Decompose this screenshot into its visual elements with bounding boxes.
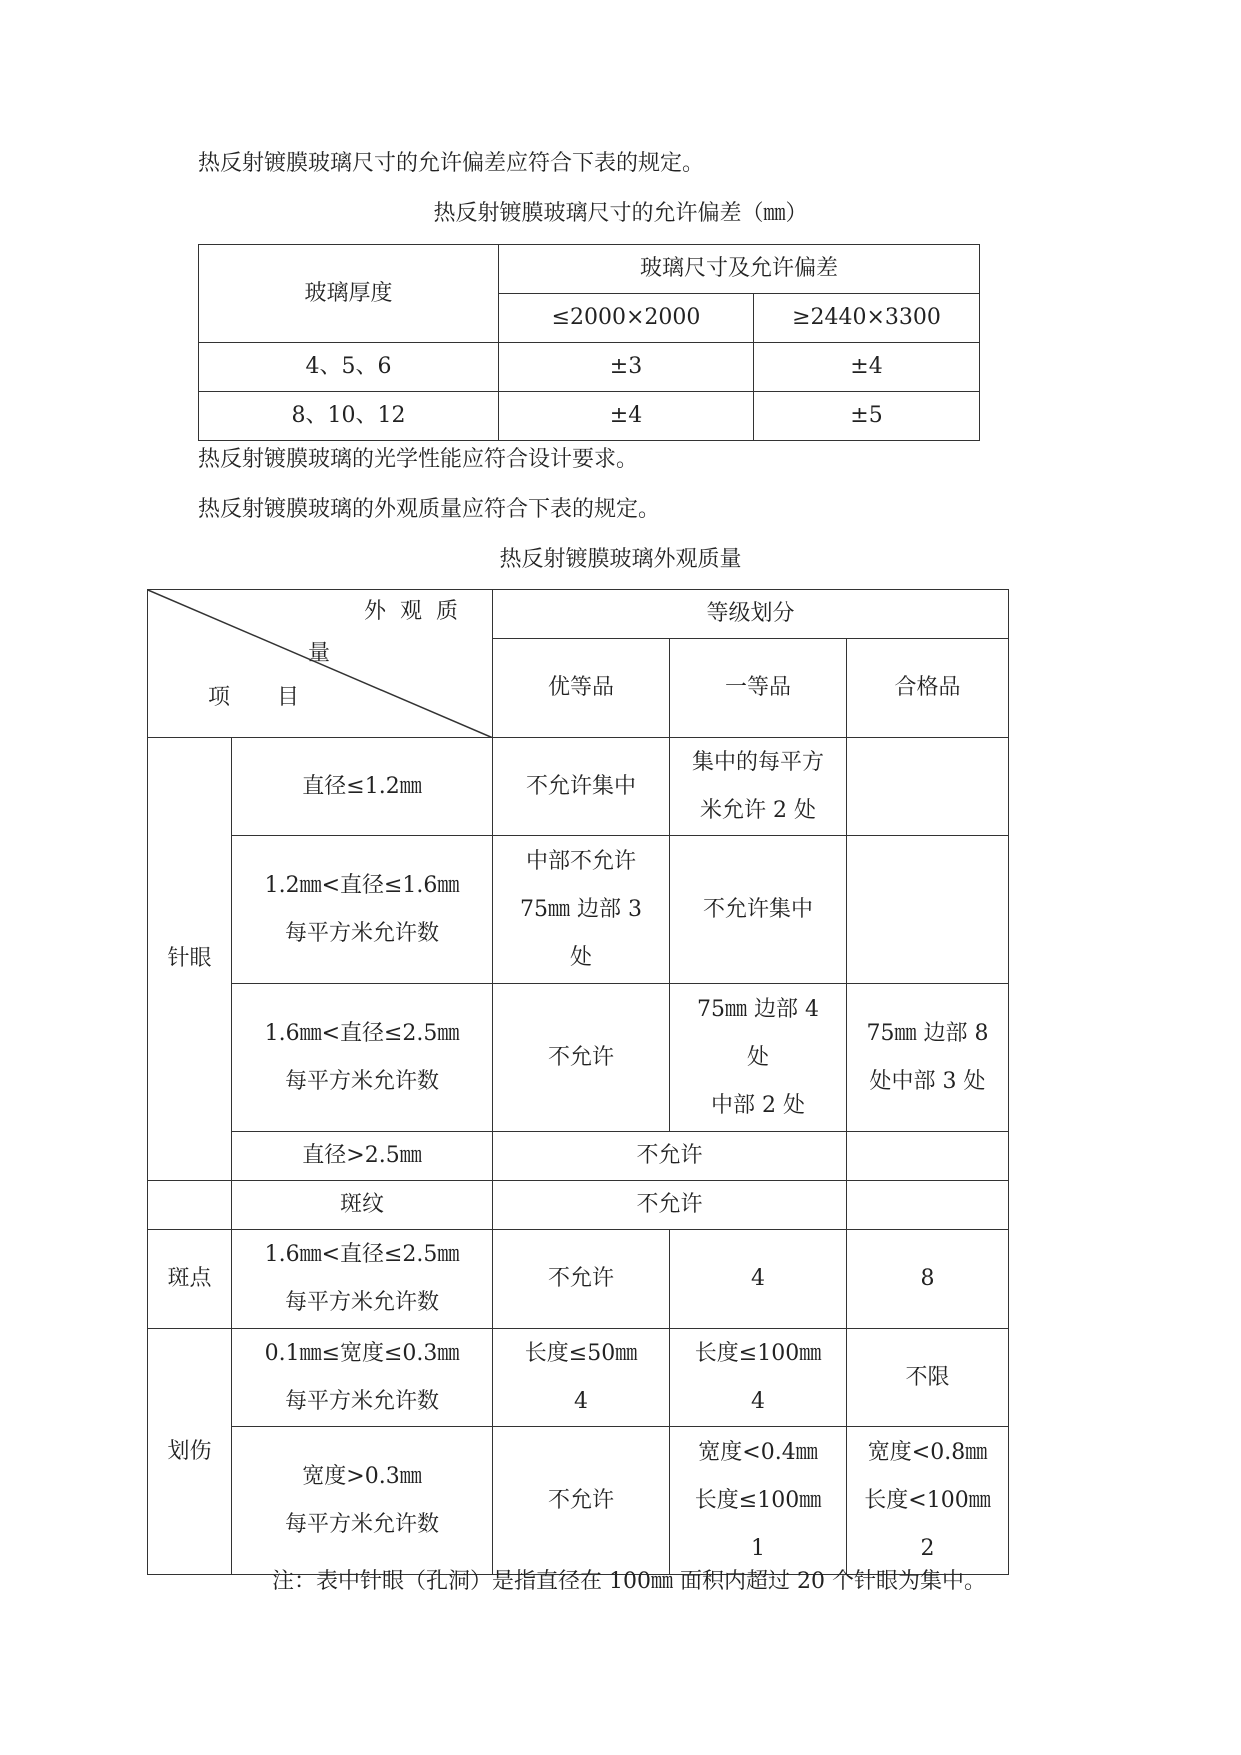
header-size-small: ≤2000×2000 <box>499 294 754 343</box>
tolerance-cell: ±5 <box>754 392 980 441</box>
diag-label-quality: 外观质 <box>363 599 472 624</box>
item-cell: 直径>2.5㎜ <box>232 1132 493 1181</box>
item-cell: 1.6㎜<直径≤2.5㎜ 每平方米允许数 <box>232 1230 493 1329</box>
appearance-quality-table <box>147 589 1009 1575</box>
grade-cell <box>847 836 1009 984</box>
item-cell: 直径≤1.2㎜ <box>232 738 493 836</box>
category-spot: 斑点 <box>148 1230 232 1329</box>
optical-paragraph: 热反射镀膜玻璃的光学性能应符合设计要求。 <box>198 447 639 472</box>
item-cell: 1.6㎜<直径≤2.5㎜ 每平方米允许数 <box>232 984 493 1132</box>
grade-cell: 75㎜ 边部 8 处中部 3 处 <box>847 984 1009 1132</box>
grade-cell: 8 <box>847 1230 1009 1329</box>
intro-paragraph-appearance: 热反射镀膜玻璃的外观质量应符合下表的规定。 <box>198 497 661 522</box>
grade-cell: 不允许 <box>493 1181 847 1230</box>
category-streak <box>148 1181 232 1230</box>
table-row <box>148 1181 1009 1230</box>
grade-cell: 长度≤50㎜ 4 <box>493 1329 670 1427</box>
table1-caption: 热反射镀膜玻璃尺寸的允许偏差（㎜） <box>433 201 808 226</box>
thickness-cell: 8、10、12 <box>199 392 499 441</box>
table-row <box>148 1132 1009 1181</box>
item-cell: 宽度>0.3㎜ 每平方米允许数 <box>232 1427 493 1575</box>
table-note: 注：表中针眼（孔洞）是指直径在 100㎜ 面积内超过 20 个针眼为集中。 <box>272 1569 986 1594</box>
tolerance-cell: ±4 <box>754 343 980 392</box>
diag-label-item: 项 目 <box>208 685 299 710</box>
grade-cell: 不允许集中 <box>493 738 670 836</box>
table-row <box>148 1329 1009 1427</box>
tolerance-cell: ±4 <box>499 392 754 441</box>
thickness-cell: 4、5、6 <box>199 343 499 392</box>
table-row <box>148 836 1009 984</box>
grade-cell: 75㎜ 边部 4 处 中部 2 处 <box>670 984 847 1132</box>
grade-cell: 中部不允许 75㎜ 边部 3 处 <box>493 836 670 984</box>
grade-cell: 不允许集中 <box>670 836 847 984</box>
item-cell: 1.2㎜<直径≤1.6㎜ 每平方米允许数 <box>232 836 493 984</box>
header-size-tolerance: 玻璃尺寸及允许偏差 <box>499 245 980 294</box>
grade-cell: 长度≤100㎜ 4 <box>670 1329 847 1427</box>
header-grade-first: 一等品 <box>670 639 847 738</box>
grade-cell: 宽度<0.8㎜ 长度<100㎜ 2 <box>847 1427 1009 1575</box>
grade-cell: 集中的每平方 米允许 2 处 <box>670 738 847 836</box>
table-row <box>148 738 1009 836</box>
header-grade-group: 等级划分 <box>493 590 1009 639</box>
table-row <box>148 984 1009 1132</box>
grade-cell <box>847 1181 1009 1230</box>
header-grade-premium: 优等品 <box>493 639 670 738</box>
header-grade-qualified: 合格品 <box>847 639 1009 738</box>
grade-cell: 不允许 <box>493 1132 847 1181</box>
grade-cell: 不允许 <box>493 1427 670 1575</box>
header-size-large: ≥2440×3300 <box>754 294 980 343</box>
grade-cell: 4 <box>670 1230 847 1329</box>
header-thickness: 玻璃厚度 <box>199 245 499 343</box>
category-pinhole: 针眼 <box>148 738 232 1181</box>
grade-cell <box>847 1132 1009 1181</box>
table2-caption: 热反射镀膜玻璃外观质量 <box>499 547 742 572</box>
table-row <box>148 1427 1009 1575</box>
table-row <box>199 392 980 441</box>
diag-label-quality-end: 量 <box>308 641 331 666</box>
grade-cell: 宽度<0.4㎜ 长度≤100㎜ 1 <box>670 1427 847 1575</box>
intro-paragraph-size: 热反射镀膜玻璃尺寸的允许偏差应符合下表的规定。 <box>198 151 705 176</box>
grade-cell: 不允许 <box>493 984 670 1132</box>
grade-cell: 不限 <box>847 1329 1009 1427</box>
table-row <box>199 343 980 392</box>
category-scratch: 划伤 <box>148 1329 232 1575</box>
item-cell: 0.1㎜≤宽度≤0.3㎜ 每平方米允许数 <box>232 1329 493 1427</box>
tolerance-cell: ±3 <box>499 343 754 392</box>
item-cell: 斑纹 <box>232 1181 493 1230</box>
diagonal-header-cell <box>148 590 493 738</box>
size-tolerance-table <box>198 244 980 441</box>
table-row <box>148 1230 1009 1329</box>
grade-cell: 不允许 <box>493 1230 670 1329</box>
grade-cell <box>847 738 1009 836</box>
